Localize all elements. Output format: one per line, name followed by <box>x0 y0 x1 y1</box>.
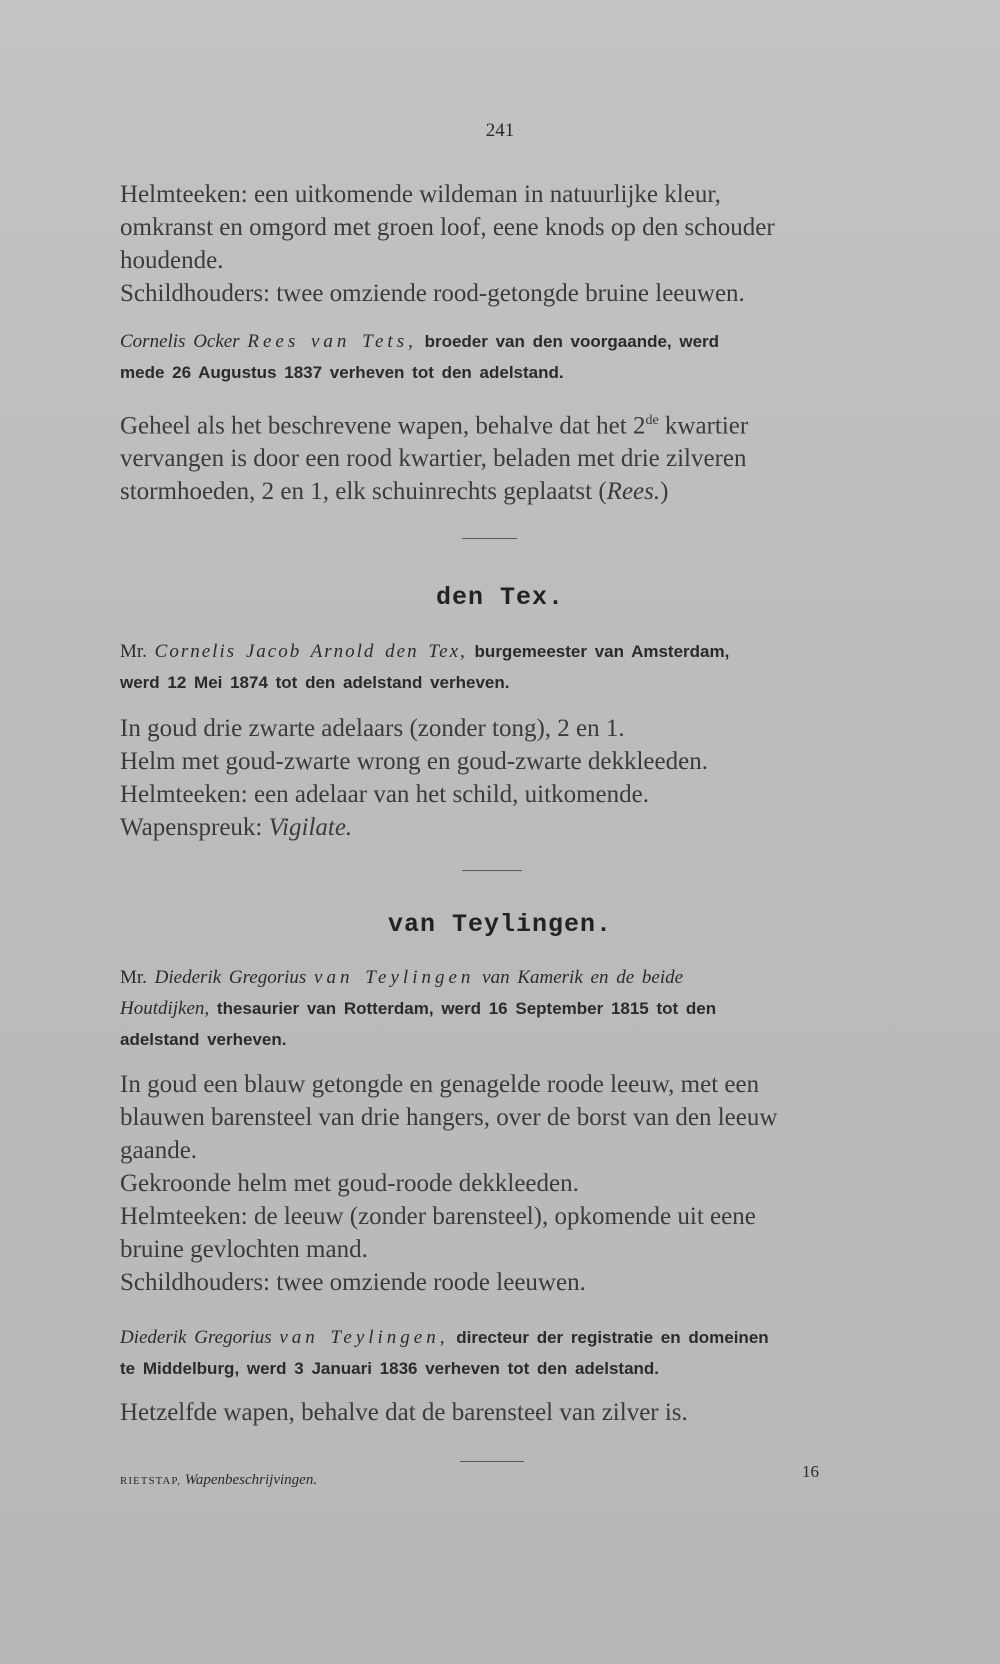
text-line: vervangen is door een rood kwartier, beladen met drie zilveren <box>120 445 747 473</box>
section-divider <box>460 1461 524 1462</box>
text-span: thesaurier van Rotterdam, werd 16 September 1815 tot den <box>216 999 717 1018</box>
text-line: In goud een blauw getongde en genagelde roode leeuw, met een <box>120 1071 760 1098</box>
text-line: blauwen barensteel van drie hangers, over de borst van den leeuw <box>120 1104 778 1131</box>
text-line: werd 12 Mei 1874 tot den adelstand verheven. <box>120 673 510 692</box>
person-name: Cornelis Jacob Arnold den Tex, <box>154 641 467 662</box>
block-hetzelfde <box>120 1396 885 1429</box>
text-span: kwartier <box>658 412 749 440</box>
note-den-tex <box>120 636 885 698</box>
signature-mark: 16 <box>802 1462 819 1481</box>
note-rees-van-tets <box>120 326 885 388</box>
text-line: Helmteeken: de leeuw (zonder barensteel), opkomende uit eene <box>120 1203 756 1230</box>
text-line: Gekroonde helm met goud-roode dekkleeden. <box>120 1170 579 1197</box>
section-divider <box>462 538 517 539</box>
source-ref: Rees. <box>606 478 661 506</box>
text-line: Helmteeken: een uitkomende wildeman in natuurlijke kleur, <box>120 181 721 208</box>
text-span: Geheel als het beschrevene wapen, behalve dat het 2 <box>120 412 646 440</box>
text-line: Schildhouders: twee omziende rood-getongde bruine leeuwen. <box>120 280 745 307</box>
text-span: stormhoeden, 2 en 1, elk schuinrechts geplaatst ( <box>120 478 607 506</box>
footer-author: RIETSTAP, <box>120 1475 181 1487</box>
person-name-spaced: Rees van Tets, <box>247 331 417 352</box>
footer <box>120 1472 317 1489</box>
text-line: Schildhouders: twee omziende roode leeuwen. <box>120 1269 586 1296</box>
block-geheel <box>120 404 885 508</box>
person-name: van Kamerik en de beide <box>482 967 684 988</box>
block-van-teylingen-arms <box>120 1068 885 1299</box>
text-span: broeder van den voorgaande, werd <box>424 332 720 351</box>
superscript: de <box>645 413 659 428</box>
block-den-tex-arms <box>120 712 885 844</box>
section-heading-van-teylingen: van Teylingen. <box>387 910 613 939</box>
section-heading-den-tex: den Tex. <box>435 583 565 612</box>
text-line: bruine gevlochten mand. <box>120 1236 368 1263</box>
text-line: omkranst en omgord met groen loof, eene knods op den schouder <box>120 214 775 241</box>
motto: Vigilate. <box>268 814 353 841</box>
text-line: In goud drie zwarte adelaars (zonder tong), 2 en 1. <box>120 715 625 742</box>
person-name-spaced: van Teylingen, <box>279 1327 449 1348</box>
person-name: Diederik Gregorius <box>154 967 307 988</box>
text-line: houdende. <box>120 247 224 274</box>
text-line: te Middelburg, werd 3 Januari 1836 verheven tot den adelstand. <box>120 1359 660 1378</box>
person-name-spaced: van Teylingen <box>314 967 475 988</box>
text-span: directeur der registratie en domeinen <box>456 1328 769 1347</box>
text-line: adelstand verheven. <box>120 1030 287 1049</box>
title-prefix: Mr. <box>120 967 147 988</box>
text-span: burgemeester van Amsterdam, <box>474 642 730 661</box>
person-name: Diederik Gregorius <box>120 1327 272 1348</box>
footer-title: Wapenbeschrijvingen. <box>184 1472 318 1488</box>
person-name: Houtdijken, <box>120 998 210 1019</box>
section-divider <box>462 870 522 871</box>
block-helmteeken <box>120 178 885 310</box>
text-line: Helmteeken: een adelaar van het schild, uitkomende. <box>120 781 649 808</box>
text-span: Wapenspreuk: <box>120 814 269 841</box>
text-line: Hetzelfde wapen, behalve dat de barensteel van zilver is. <box>120 1399 688 1426</box>
text-line: gaande. <box>120 1137 198 1164</box>
text-span: ) <box>660 478 669 506</box>
person-name: Cornelis Ocker <box>120 331 240 352</box>
note-van-teylingen-1836 <box>120 1322 885 1384</box>
text-line: mede 26 Augustus 1837 verheven tot den adelstand. <box>120 363 564 382</box>
text-line: Helm met goud-zwarte wrong en goud-zwarte dekkleeden. <box>120 748 708 775</box>
note-van-teylingen-1815 <box>120 962 885 1055</box>
page-number: 241 <box>485 120 515 141</box>
title-prefix: Mr. <box>120 641 147 662</box>
